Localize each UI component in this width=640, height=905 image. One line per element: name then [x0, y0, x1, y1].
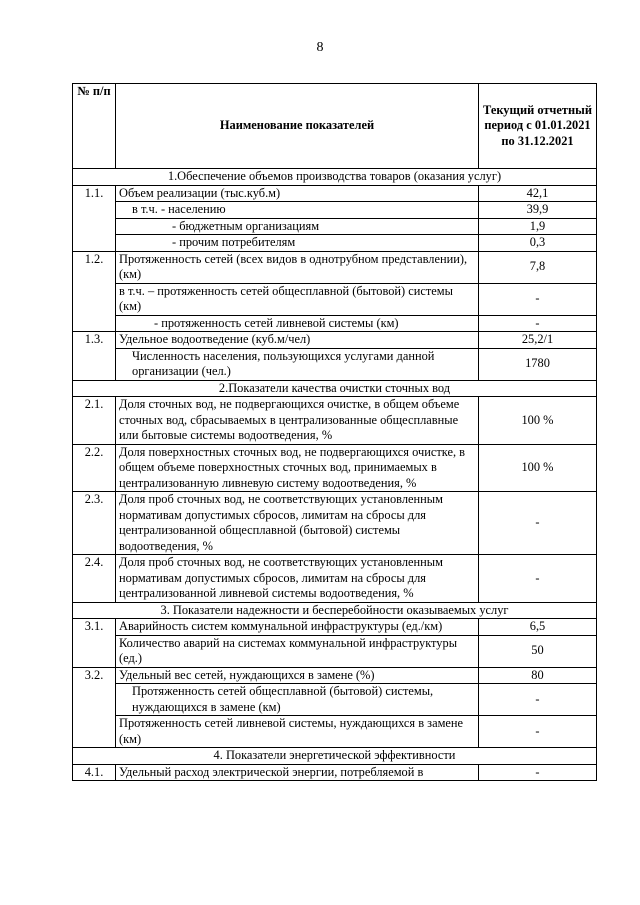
table-row [73, 684, 597, 716]
row-number: 2.2. [73, 444, 116, 492]
section-title: 3. Показатели надежности и бесперебойности оказываемых услуг [73, 602, 597, 619]
row-value: 80 [479, 667, 597, 684]
row-name: Доля проб сточных вод, не соответствующих установленным нормативам допустимых сбросов, лимитам на сбросы для централизованной ливневой системы водоотведения, % [116, 555, 479, 603]
row-value: 100 % [479, 397, 597, 445]
row-number: 2.1. [73, 397, 116, 445]
row-number: 4.1. [73, 764, 116, 781]
table-row [73, 555, 597, 603]
row-value: 50 [479, 635, 597, 667]
row-name: Количество аварий на системах коммунальной инфраструктуры (ед.) [116, 635, 479, 667]
section-row [73, 602, 597, 619]
section-row [73, 169, 597, 186]
row-number: 3.2. [73, 667, 116, 748]
row-value: 25,2/1 [479, 332, 597, 349]
section-title: 1.Обеспечение объемов производства товаров (оказания услуг) [73, 169, 597, 186]
row-name: в т.ч. - населению [116, 202, 479, 219]
row-name: Протяженность сетей (всех видов в однотрубном представлении), (км) [116, 251, 479, 283]
row-name: - прочим потребителям [116, 235, 479, 252]
row-number: 2.4. [73, 555, 116, 603]
row-name: - бюджетным организациям [116, 218, 479, 235]
row-value: 100 % [479, 444, 597, 492]
row-number: 2.3. [73, 492, 116, 555]
row-name: Протяженность сетей ливневой системы, нуждающихся в замене (км) [116, 716, 479, 748]
table-row [73, 218, 597, 235]
page-number: 8 [316, 40, 324, 55]
row-value: 1780 [479, 348, 597, 380]
row-name: Удельный вес сетей, нуждающихся в замене (%) [116, 667, 479, 684]
section-title: 2.Показатели качества очистки сточных вод [73, 380, 597, 397]
row-name: Объем реализации (тыс.куб.м) [116, 185, 479, 202]
table-row [73, 619, 597, 636]
table-row [73, 635, 597, 667]
row-name: Протяженность сетей общесплавной (бытовой) системы, нуждающихся в замене (км) [116, 684, 479, 716]
table-row [73, 315, 597, 332]
table-row [73, 251, 597, 283]
table-row [73, 185, 597, 202]
section-row [73, 380, 597, 397]
row-value: 0,3 [479, 235, 597, 252]
table-row [73, 397, 597, 445]
row-name: - протяженность сетей ливневой системы (км) [116, 315, 479, 332]
row-name: Удельный расход электрической энергии, потребляемой в [116, 764, 479, 781]
row-number: 1.1. [73, 185, 116, 251]
table-header-row [73, 84, 597, 169]
table-row [73, 202, 597, 219]
row-name: Аварийность систем коммунальной инфраструктуры (ед./км) [116, 619, 479, 636]
table-row [73, 283, 597, 315]
table-row [73, 716, 597, 748]
row-value: 6,5 [479, 619, 597, 636]
row-value: - [479, 716, 597, 748]
row-value: 42,1 [479, 185, 597, 202]
row-number: 1.2. [73, 251, 116, 332]
row-name: Доля сточных вод, не подвергающихся очистке, в общем объеме сточных вод, сбрасываемых в централизованные общесплавные или бытовые системы водоотведения, % [116, 397, 479, 445]
table-row [73, 667, 597, 684]
row-name: в т.ч. – протяженность сетей общесплавной (бытовой) системы (км) [116, 283, 479, 315]
row-value: 39,9 [479, 202, 597, 219]
section-title: 4. Показатели энергетической эффективности [73, 748, 597, 765]
row-value: 7,8 [479, 251, 597, 283]
row-number: 3.1. [73, 619, 116, 668]
row-value: - [479, 315, 597, 332]
section-row [73, 748, 597, 765]
table-row [73, 348, 597, 380]
row-value: - [479, 764, 597, 781]
row-value: 1,9 [479, 218, 597, 235]
indicators-table [72, 83, 597, 781]
row-value: - [479, 555, 597, 603]
row-name: Доля проб сточных вод, не соответствующих установленным нормативам допустимых сбросов, лимитам на сбросы для централизованной общесплавной (бытовой) системы водоотведения, % [116, 492, 479, 555]
table-row [73, 235, 597, 252]
column-header-value: Текущий отчетный период с 01.01.2021 по 31.12.2021 [479, 84, 597, 169]
column-header-number: № п/п [73, 84, 116, 169]
table-row [73, 444, 597, 492]
row-name: Доля поверхностных сточных вод, не подвергающихся очистке, в общем объеме поверхностных сточных вод, принимаемых в централизованную ливневую систему водоотведения, % [116, 444, 479, 492]
row-number: 1.3. [73, 332, 116, 381]
row-name: Численность населения, пользующихся услугами данной организации (чел.) [116, 348, 479, 380]
table-row [73, 764, 597, 781]
table-row [73, 492, 597, 555]
table-row [73, 332, 597, 349]
row-value: - [479, 492, 597, 555]
row-name: Удельное водоотведение (куб.м/чел) [116, 332, 479, 349]
row-value: - [479, 684, 597, 716]
row-value: - [479, 283, 597, 315]
column-header-name: Наименование показателей [116, 84, 479, 169]
